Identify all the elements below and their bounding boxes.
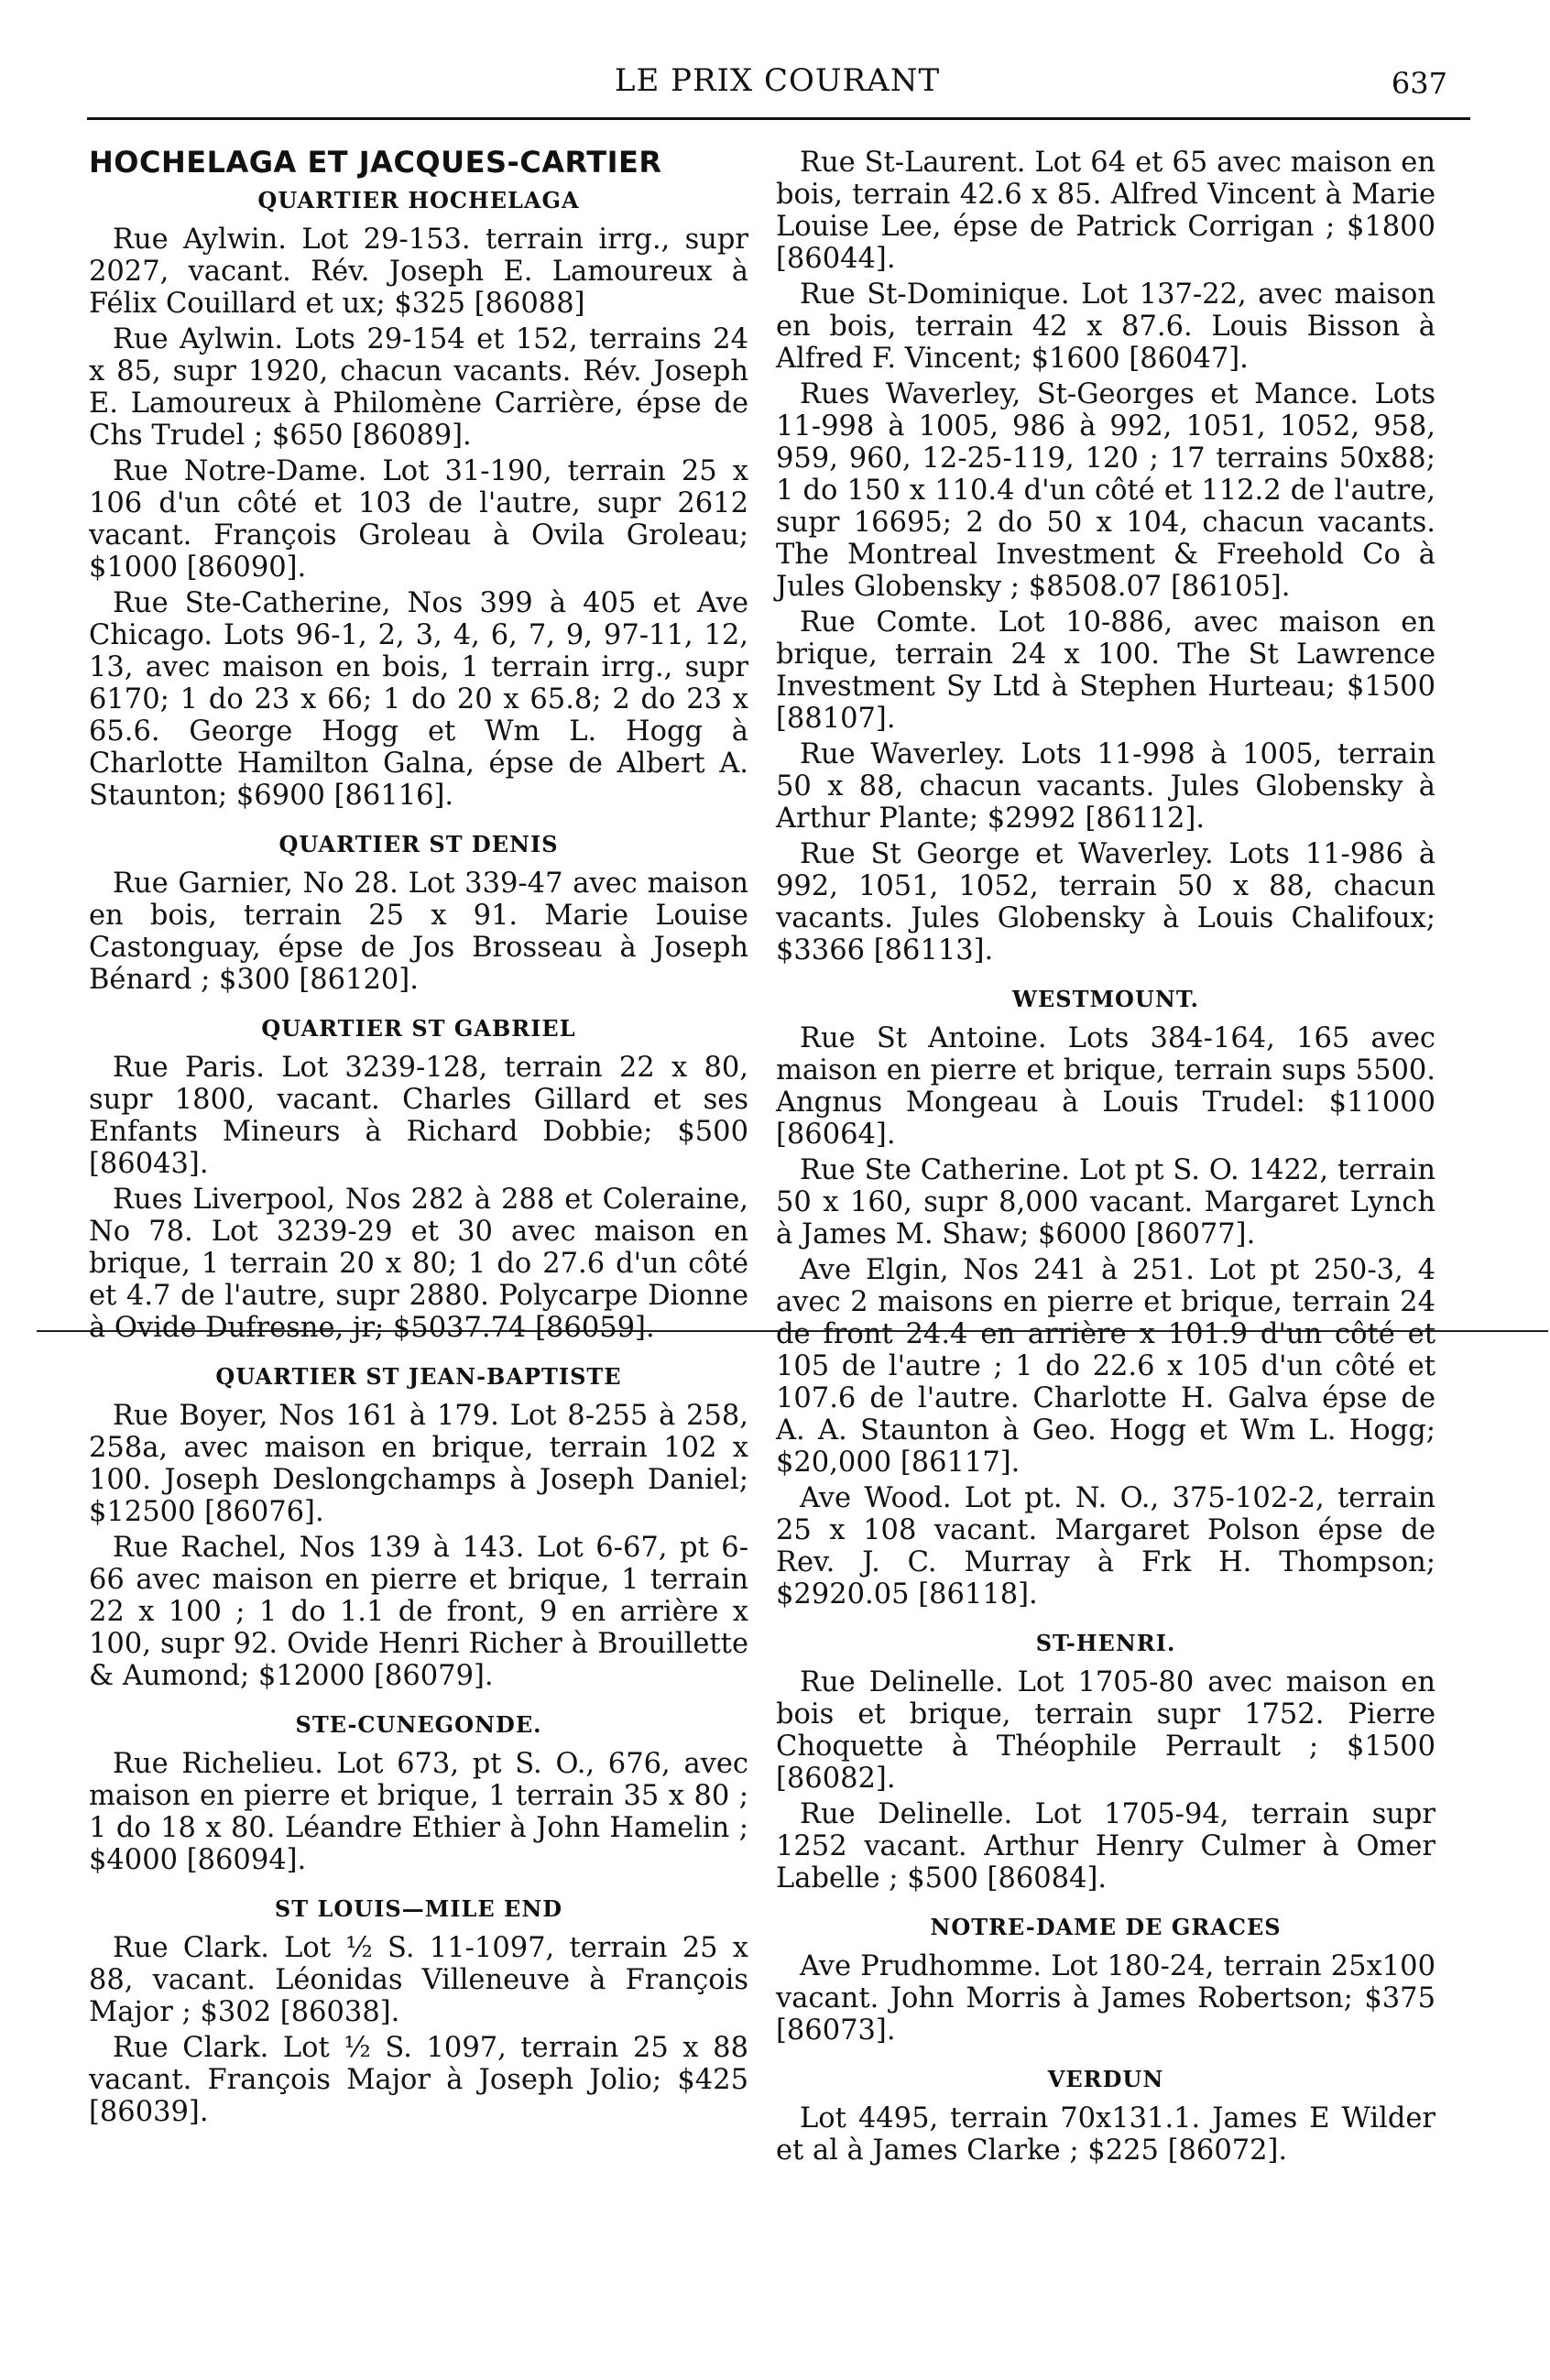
listing-entry: Rue St Antoine. Lots 384-164, 165 avec maison en pierre et brique, terrain sups 5500. Angnus Mongeau à Louis Trudel: $11000 [86064]. bbox=[776, 1022, 1435, 1151]
section-heading: QUARTIER ST DENIS bbox=[278, 831, 559, 857]
section-heading: ST-HENRI. bbox=[1035, 1630, 1176, 1656]
section-heading: QUARTIER ST JEAN-BAPTISTE bbox=[215, 1363, 622, 1390]
right-column bbox=[776, 147, 1435, 2170]
section-heading: VERDUN bbox=[1047, 2066, 1164, 2092]
listing-entry: Ave Prudhomme. Lot 180-24, terrain 25x100 vacant. John Morris à James Robertson; $375 [86073]. bbox=[776, 1950, 1435, 2047]
section-heading: WESTMOUNT. bbox=[1012, 986, 1199, 1012]
listing-entry: Rue Aylwin. Lot 29-153. terrain irrg., supr 2027, vacant. Rév. Joseph E. Lamoureux à Félix Couillard et ux; $325 [86088] bbox=[89, 224, 748, 320]
page-number: 637 bbox=[1391, 66, 1447, 101]
listing-entry: Rue Delinelle. Lot 1705-94, terrain supr 1252 vacant. Arthur Henry Culmer à Omer Labelle ; $500 [86084]. bbox=[776, 1798, 1435, 1894]
listing-entry: Rues Liverpool, Nos 282 à 288 et Coleraine, No 78. Lot 3239-29 et 30 avec maison en brique, 1 terrain 20 x 80; 1 do 27.6 d'un côté et 4.7 de l'autre, supr 2880. Polycarpe Dionne à Ovide Dufresne, jr; $5037.74 [86059]. bbox=[89, 1184, 748, 1344]
listing-entry: Rue Ste Catherine. Lot pt S. O. 1422, terrain 50 x 160, supr 8,000 vacant. Margaret Lynch à James M. Shaw; $6000 [86077]. bbox=[776, 1154, 1435, 1250]
listing-entry: Rue Richelieu. Lot 673, pt S. O., 676, avec maison en pierre et brique, 1 terrain 35 x 80 ; 1 do 18 x 80. Léandre Ethier à John Hamelin ; $4000 [86094]. bbox=[89, 1748, 748, 1876]
listing-entry: Rue Waverley. Lots 11-998 à 1005, terrain 50 x 88, chacun vacants. Jules Globensky à Arthur Plante; $2992 [86112]. bbox=[776, 738, 1435, 835]
listing-entry: Rue St-Dominique. Lot 137-22, avec maison en bois, terrain 42 x 87.6. Louis Bisson à Alfred F. Vincent; $1600 [86047]. bbox=[776, 278, 1435, 375]
listing-entry: Rue Boyer, Nos 161 à 179. Lot 8-255 à 258, 258a, avec maison en brique, terrain 102 x 100. Joseph Deslongchamps à Joseph Daniel; $12500 [86076]. bbox=[89, 1400, 748, 1528]
journal-title: LE PRIX COURANT bbox=[614, 62, 941, 99]
listing-entry: Rue St George et Waverley. Lots 11-986 à 992, 1051, 1052, terrain 50 x 88, chacun vacants. Jules Globensky à Louis Chalifoux; $3366 [86113]. bbox=[776, 838, 1435, 966]
listing-entry: Rue Notre-Dame. Lot 31-190, terrain 25 x 106 d'un côté et 103 de l'autre, supr 2612 vacant. François Groleau à Ovila Groleau; $1000 [86090]. bbox=[89, 455, 748, 584]
listing-entry: Ave Wood. Lot pt. N. O., 375-102-2, terrain 25 x 108 vacant. Margaret Polson épse de Rev. J. C. Murray à Frk H. Thompson; $2920.05 [86118]. bbox=[776, 1482, 1435, 1610]
section-heading: QUARTIER HOCHELAGA bbox=[257, 187, 580, 213]
section-heading: ST LOUIS—MILE END bbox=[274, 1895, 563, 1922]
listing-entry: Rue Clark. Lot ½ S. 11-1097, terrain 25 x 88, vacant. Léonidas Villeneuve à François Major ; $302 [86038]. bbox=[89, 1932, 748, 2028]
left-column bbox=[89, 147, 748, 2132]
section-heading: NOTRE-DAME DE GRACES bbox=[930, 1914, 1282, 1940]
listing-entry: Rue Clark. Lot ½ S. 1097, terrain 25 x 88 vacant. François Major à Joseph Jolio; $425 [86039]. bbox=[89, 2032, 748, 2128]
listing-entry: Ave Elgin, Nos 241 à 251. Lot pt 250-3, 4 avec 2 maisons en pierre et brique, terrain 24 de front 24.4 en arrière x 101.9 d'un côté et 105 de l'autre ; 1 do 22.6 x 105 d'un côté et 107.6 de l'autre. Charlotte H. Galva épse de A. A. Staunton à Geo. Hogg et Wm L. Hogg; $20,000 [86117]. bbox=[776, 1254, 1435, 1479]
listing-entry: Rue Garnier, No 28. Lot 339-47 avec maison en bois, terrain 25 x 91. Marie Louise Castonguay, épse de Jos Brosseau à Joseph Bénard ; $300 [86120]. bbox=[89, 868, 748, 996]
listing-entry: Rue Comte. Lot 10-886, avec maison en brique, terrain 24 x 100. The St Lawrence Investment Sy Ltd à Stephen Hurteau; $1500 [88107]. bbox=[776, 606, 1435, 735]
header-rule bbox=[87, 117, 1470, 120]
listing-entry: Rue Delinelle. Lot 1705-80 avec maison en bois et brique, terrain supr 1752. Pierre Choquette à Théophile Perrault ; $1500 [86082]. bbox=[776, 1666, 1435, 1795]
listing-entry: Rue Ste-Catherine, Nos 399 à 405 et Ave Chicago. Lots 96-1, 2, 3, 4, 6, 7, 9, 97-11, 12, 13, avec maison en bois, 1 terrain irrg., supr 6170; 1 do 23 x 66; 1 do 20 x 65.8; 2 do 23 x 65.6. George Hogg et Wm L. Hogg à Charlotte Hamilton Galna, épse de Albert A. Staunton; $6900 [86116]. bbox=[89, 587, 748, 812]
listing-entry: Rue Paris. Lot 3239-128, terrain 22 x 80, supr 1800, vacant. Charles Gillard et ses Enfants Mineurs à Richard Dobbie; $500 [86043]. bbox=[89, 1052, 748, 1180]
listing-entry: Rues Waverley, St-Georges et Mance. Lots 11-998 à 1005, 986 à 992, 1051, 1052, 958, 959, 960, 12-25-119, 120 ; 17 terrains 50x88; 1 do 150 x 110.4 d'un côté et 112.2 de l'autre, supr 16695; 2 do 50 x 104, chacun vacants. The Montreal Investment & Freehold Co à Jules Globensky ; $8508.07 [86105]. bbox=[776, 378, 1435, 603]
main-title: HOCHELAGA ET JACQUES-CARTIER bbox=[89, 145, 662, 180]
listing-entry: Rue Rachel, Nos 139 à 143. Lot 6-67, pt 6-66 avec maison en pierre et brique, 1 terrain 22 x 100 ; 1 do 1.1 de front, 9 en arrière x 100, supr 92. Ovide Henri Richer à Brouillette & Aumond; $12000 [86079]. bbox=[89, 1532, 748, 1692]
listing-entry: Lot 4495, terrain 70x131.1. James E Wilder et al à James Clarke ; $225 [86072]. bbox=[776, 2102, 1435, 2167]
section-heading: STE-CUNEGONDE. bbox=[295, 1711, 542, 1738]
listing-entry: Rue St-Laurent. Lot 64 et 65 avec maison en bois, terrain 42.6 x 85. Alfred Vincent à Marie Louise Lee, épse de Patrick Corrigan ; $1800 [86044]. bbox=[776, 147, 1435, 275]
section-heading: QUARTIER ST GABRIEL bbox=[261, 1015, 576, 1042]
listing-entry: Rue Aylwin. Lots 29-154 et 152, terrains 24 x 85, supr 1920, chacun vacants. Rév. Joseph E. Lamoureux à Philomène Carrière, épse de Chs Trudel ; $650 [86089]. bbox=[89, 323, 748, 452]
page-header bbox=[87, 62, 1468, 117]
